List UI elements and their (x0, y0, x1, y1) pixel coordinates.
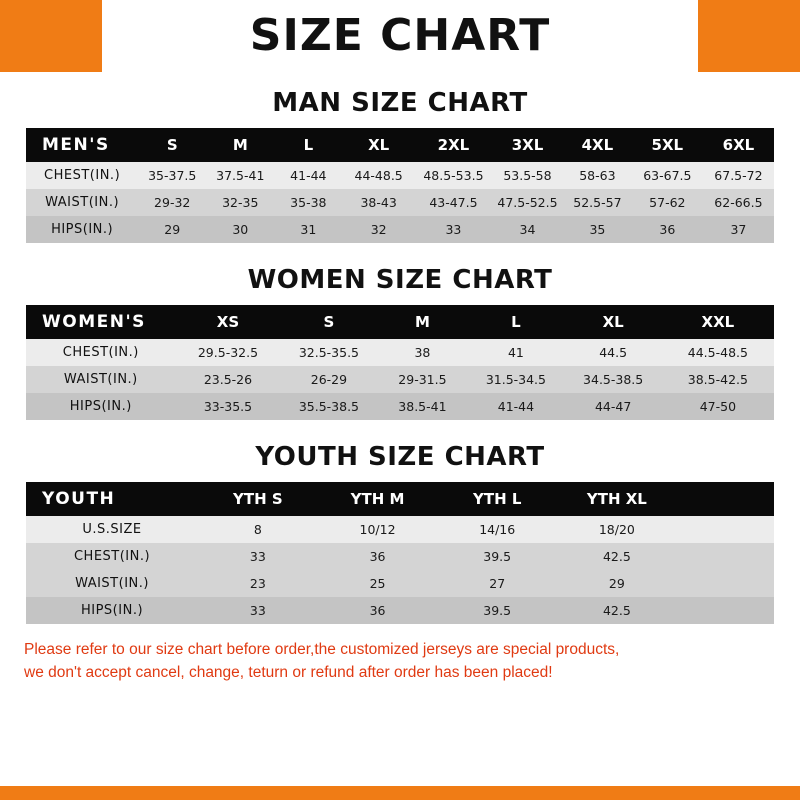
man-cell: 29-32 (138, 189, 206, 216)
women-row-label: WAIST(IN.) (26, 366, 176, 393)
table-row (26, 570, 774, 597)
table-row (26, 216, 774, 243)
man-cell: 62-66.5 (703, 189, 774, 216)
man-cell: 47.5-52.5 (492, 189, 563, 216)
man-header-cell: L (274, 128, 342, 162)
women-row-label: CHEST(IN.) (26, 339, 176, 366)
youth-header-cell-empty (677, 482, 774, 516)
youth-cell: 42.5 (557, 597, 677, 624)
man-size-table (26, 128, 774, 243)
youth-cell: 39.5 (437, 543, 557, 570)
women-cell: 38 (378, 339, 468, 366)
page-title: SIZE CHART (249, 10, 551, 61)
man-header-cell: XL (342, 128, 415, 162)
youth-cell: 23 (198, 570, 318, 597)
women-header-cell: L (467, 305, 564, 339)
man-cell: 37 (703, 216, 774, 243)
table-row (26, 189, 774, 216)
women-header-cell: WOMEN'S (26, 305, 176, 339)
man-header-cell: MEN'S (26, 128, 138, 162)
women-header-cell: XL (565, 305, 662, 339)
youth-row-label: HIPS(IN.) (26, 597, 198, 624)
women-cell: 29.5-32.5 (176, 339, 281, 366)
women-table-wrap (26, 305, 774, 420)
table-header-row (26, 305, 774, 339)
man-cell: 38-43 (342, 189, 415, 216)
youth-cell: 36 (318, 597, 438, 624)
table-row (26, 516, 774, 543)
youth-cell-empty (677, 597, 774, 624)
table-header-row (26, 128, 774, 162)
youth-section-title: YOUTH SIZE CHART (255, 442, 545, 472)
women-cell: 31.5-34.5 (467, 366, 564, 393)
women-cell: 38.5-42.5 (662, 366, 774, 393)
table-row (26, 366, 774, 393)
women-header-cell: XXL (662, 305, 774, 339)
women-cell: 34.5-38.5 (565, 366, 662, 393)
youth-cell: 8 (198, 516, 318, 543)
youth-size-table (26, 482, 774, 624)
youth-header-cell: YOUTH (26, 482, 198, 516)
man-header-cell: 4XL (563, 128, 632, 162)
women-cell: 41 (467, 339, 564, 366)
man-header-cell: 5XL (632, 128, 703, 162)
youth-cell-empty (677, 570, 774, 597)
youth-header-cell: YTH XL (557, 482, 677, 516)
youth-cell: 18/20 (557, 516, 677, 543)
man-cell: 35-38 (274, 189, 342, 216)
header-banner-inner (102, 0, 698, 72)
man-row-label: WAIST(IN.) (26, 189, 138, 216)
youth-header-cell: YTH S (198, 482, 318, 516)
man-cell: 44-48.5 (342, 162, 415, 189)
women-header-cell: M (378, 305, 468, 339)
table-header-row (26, 482, 774, 516)
man-cell: 67.5-72 (703, 162, 774, 189)
man-cell: 31 (274, 216, 342, 243)
women-section-title: WOMEN SIZE CHART (247, 265, 553, 295)
youth-header-cell: YTH L (437, 482, 557, 516)
man-row-label: HIPS(IN.) (26, 216, 138, 243)
man-cell: 32 (342, 216, 415, 243)
women-row-label: HIPS(IN.) (26, 393, 176, 420)
youth-table-wrap (26, 482, 774, 624)
women-cell: 23.5-26 (176, 366, 281, 393)
man-header-cell: 2XL (415, 128, 492, 162)
man-cell: 32-35 (206, 189, 274, 216)
footer-note-line-1: Please refer to our size chart before order,the customized jerseys are special products, (24, 641, 620, 658)
youth-cell: 27 (437, 570, 557, 597)
youth-header-cell: YTH M (318, 482, 438, 516)
man-cell: 37.5-41 (206, 162, 274, 189)
youth-row-label: CHEST(IN.) (26, 543, 198, 570)
man-cell: 63-67.5 (632, 162, 703, 189)
women-cell: 44.5-48.5 (662, 339, 774, 366)
youth-cell: 39.5 (437, 597, 557, 624)
man-cell: 30 (206, 216, 274, 243)
man-cell: 57-62 (632, 189, 703, 216)
man-cell: 52.5-57 (563, 189, 632, 216)
man-cell: 43-47.5 (415, 189, 492, 216)
table-row (26, 339, 774, 366)
youth-cell: 33 (198, 597, 318, 624)
women-cell: 44.5 (565, 339, 662, 366)
bottom-accent-bar (0, 786, 800, 800)
man-header-cell: M (206, 128, 274, 162)
man-cell: 33 (415, 216, 492, 243)
man-cell: 48.5-53.5 (415, 162, 492, 189)
man-header-cell: 6XL (703, 128, 774, 162)
man-header-cell: S (138, 128, 206, 162)
man-header-cell: 3XL (492, 128, 563, 162)
footer-note-line-2: we don't accept cancel, change, teturn or refund after order has been placed! (24, 664, 553, 682)
women-header-cell: S (280, 305, 377, 339)
man-table-wrap (26, 128, 774, 243)
women-size-table (26, 305, 774, 420)
table-row (26, 597, 774, 624)
man-cell: 58-63 (563, 162, 632, 189)
youth-cell: 14/16 (437, 516, 557, 543)
footer-note (24, 638, 776, 685)
women-cell: 29-31.5 (378, 366, 468, 393)
man-row-label: CHEST(IN.) (26, 162, 138, 189)
youth-cell: 10/12 (318, 516, 438, 543)
women-cell: 26-29 (280, 366, 377, 393)
youth-row-label: WAIST(IN.) (26, 570, 198, 597)
youth-cell-empty (677, 543, 774, 570)
man-cell: 36 (632, 216, 703, 243)
man-cell: 29 (138, 216, 206, 243)
youth-cell: 25 (318, 570, 438, 597)
women-cell: 33-35.5 (176, 393, 281, 420)
youth-cell: 29 (557, 570, 677, 597)
table-row (26, 162, 774, 189)
man-cell: 41-44 (274, 162, 342, 189)
women-cell: 47-50 (662, 393, 774, 420)
man-cell: 35-37.5 (138, 162, 206, 189)
table-row (26, 543, 774, 570)
youth-cell: 36 (318, 543, 438, 570)
women-cell: 44-47 (565, 393, 662, 420)
women-cell: 35.5-38.5 (280, 393, 377, 420)
header-banner (0, 0, 800, 72)
women-cell: 38.5-41 (378, 393, 468, 420)
man-section-title: MAN SIZE CHART (272, 88, 528, 118)
man-cell: 53.5-58 (492, 162, 563, 189)
man-cell: 35 (563, 216, 632, 243)
youth-cell: 33 (198, 543, 318, 570)
women-cell: 32.5-35.5 (280, 339, 377, 366)
youth-row-label: U.S.SIZE (26, 516, 198, 543)
man-cell: 34 (492, 216, 563, 243)
table-row (26, 393, 774, 420)
youth-cell-empty (677, 516, 774, 543)
youth-cell: 42.5 (557, 543, 677, 570)
women-header-cell: XS (176, 305, 281, 339)
women-cell: 41-44 (467, 393, 564, 420)
